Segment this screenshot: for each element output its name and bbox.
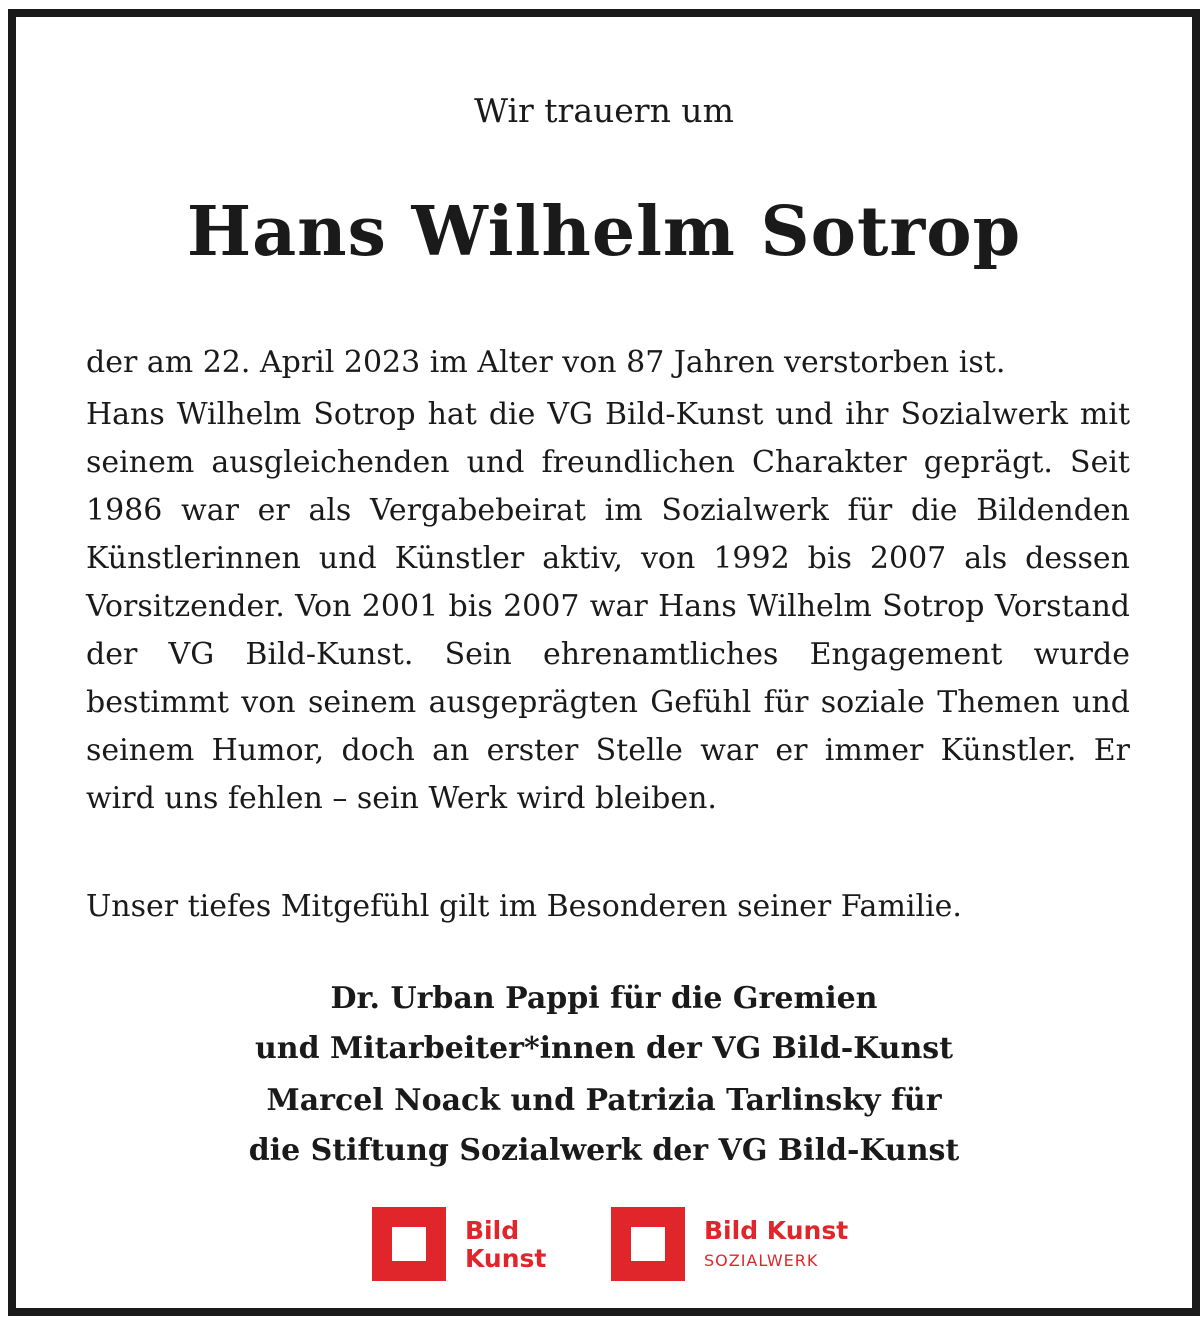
paragraph-tribute: Hans Wilhelm Sotrop hat die VG Bild-Kunst und ihr Sozialwerk mit seinem ausgleichenden und freundlichen Charakter geprägt. Seit 1986 war er als Vergabebeirat im Sozialwerk für die Bildenden Künstlerinnen und Künstler aktiv, von 1992 bis 2007 als dessen Vorsitzender. Von 2001 bis 2007 war Hans Wilhelm Sotrop Vorstand der VG Bild-Kunst. Sein ehrenamtliches Engagement wurde bestimmt von seinem ausgeprägten Gefühl für soziale Themen und seinem Humor, doch an erster Stelle war er immer Künstler. Er wird uns fehlen – sein Werk wird bleiben. bbox=[86, 397, 1130, 816]
deceased-name: Hans Wilhelm Sotrop bbox=[186, 192, 1022, 272]
square-frame-icon bbox=[372, 1207, 446, 1281]
obituary-notice bbox=[8, 9, 1200, 1316]
signature-block-gremien bbox=[16, 974, 1192, 1074]
bild-kunst-sozialwerk-logo bbox=[611, 1207, 871, 1281]
logo-text-line: Kunst bbox=[465, 1244, 547, 1273]
intro-text: Wir trauern um bbox=[474, 91, 734, 130]
signature-block-sozialwerk bbox=[16, 1076, 1192, 1176]
signature-line: Dr. Urban Pappi für die Gremien bbox=[330, 981, 878, 1016]
signature-line: die Stiftung Sozialwerk der VG Bild-Kunst bbox=[248, 1133, 960, 1168]
paragraph-death-date: der am 22. April 2023 im Alter von 87 Jahren verstorben ist. bbox=[86, 345, 1006, 380]
bild-kunst-logo bbox=[372, 1207, 572, 1281]
signature-line: Marcel Noack und Patrizia Tarlinsky für bbox=[266, 1083, 942, 1118]
signature-line: und Mitarbeiter*innen der VG Bild-Kunst bbox=[254, 1031, 954, 1066]
logo-text-line: Bild bbox=[465, 1216, 520, 1245]
square-frame-icon bbox=[611, 1207, 685, 1281]
logo-text-line: SOZIALWERK bbox=[704, 1251, 819, 1270]
paragraph-condolences: Unser tiefes Mitgefühl gilt im Besonderen seiner Familie. bbox=[86, 889, 962, 924]
logo-text-line: Bild Kunst bbox=[704, 1216, 849, 1245]
